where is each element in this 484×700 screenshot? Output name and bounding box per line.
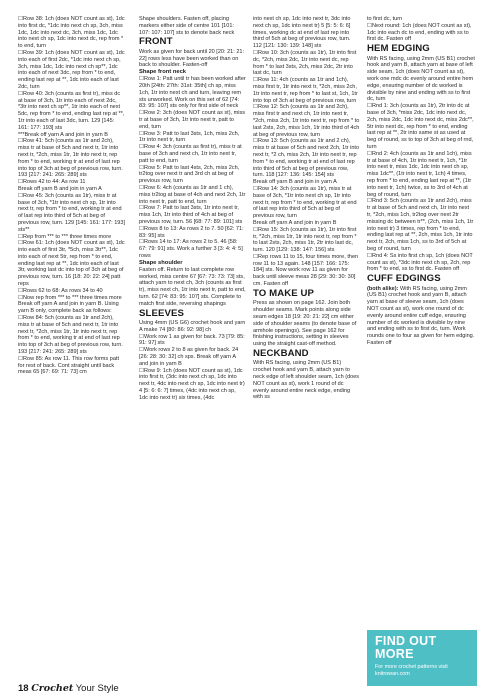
shape-shoulder-text: Fasten off. Return to last complete row worked, miss centre 67 [67: 73: 73: 73] sts, attach yarn to next ch, 3ch (counts as first tr), miss next ch, 1tr into next tr, patt to end, turn. 62 [74: 83: 95: 107] sts. Complete to match first side, reversing shapings (139, 266, 246, 307)
pattern-row-9: ☐ Row 61: 1ch (does NOT count as st), 1dc into each of first 3tr, *5ch, miss 3tr**, 1dc into each of next 5tr, rep from * to end, ending last rep at **, 1dc into each of last 3tr, working last dc into top of 3ch at beg of previous row, turn. 16 [18: 20: 22: 24] patt reps (18, 240, 125, 288)
pattern-row-14: ☐ Row 85: As row 11. This row forms patt for rest of back. Cont straight until back meas 65 [67: 69: 71: 73] cm (18, 356, 125, 376)
pattern-row-4: ☐ Row 41: 5ch (counts as 1tr and 2ch), miss tr at base of 5ch and next tr, 1tr into next tr, *2ch, miss 1tr, 1tr into next tr, rep from * to end, working tr at end of last rep into top of 3ch at beg of previous row, turn. 193 [217: 241: 265: 289] sts (18, 138, 125, 179)
pattern-row-13: ☐ Row 84: 5ch (counts as 1tr and 2ch), miss tr at base of 5ch and next tr, 1tr into next tr, *2ch, miss 1tr, 1tr into next tr, rep from * to end, working tr at end of last rep into top of 3ch at beg of previous row, turn. 193 [217: 241: 265: 289] sts (18, 315, 125, 356)
sleeve-cont-row-8: ☐ Row 15: 3ch (counts as 1tr), 1tr into first tr, *2ch, miss 1tr, 1tr into next tr, rep from * to last 2sts, 2ch, miss 1tr, 2tr into last dc, turn. 120 [129: 138: 147: 156] sts (253, 227, 360, 254)
pattern-row-5: ☐ Rows 42 to 44: As row 11 (18, 179, 125, 186)
shape-shoulder-heading: Shape shoulder (139, 259, 183, 266)
hem-row-2: ☐ Rnd 3: 5ch (counts as 1tr and 2ch), miss tr at base of 5ch and next ch, 1tr into next tr, *2ch, miss 1ch, tr2tog over next 2tr missing dc between tr**, (2ch, miss 1ch, 1tr into next tr) 3 times, rep from * to end, ending last rep at **, 2ch, miss 1ch, 1tr into next tr, 2ch, miss 1ch, ss to 3rd of 5ch at beg of round, turn (367, 198, 475, 252)
cuff-edgings-body: With RS facing, using 2mm (US B1) crochet hook and yarn B, attach yarn at base of sleeve seam, 1ch (does NOT count as st), work one round of dc evenly around entire cuff edge, ensuring number of dc worked is divisible by nine and ending with ss to first dc, turn. Work rounds one to four as given for hem edging. Fasten off (367, 285, 475, 347)
hem-edging-heading: HEM EDGING (367, 43, 430, 55)
pattern-row-12: Break off yarn A and join in yarn B. Using yarn B only, complete back as follows: (18, 301, 119, 315)
neckband-text: With RS facing, using 2mm (US B1) crochet hook and yarn B, attach yarn to neck edge of left shoulder seam, 1ch (does NOT count as st), work 1 round of dc evenly around entire neck edge, ending with ss (253, 360, 360, 401)
shape-shoulders-intro: Shape shoulders. Fasten off, placing markers either side of centre 101 [101: 107: 107: 107] sts to denote back neck (139, 16, 235, 36)
sleeves-heading: SLEEVES (139, 307, 184, 319)
hem-row-0: ☐ Rnd 1: 3ch (counts as 1tr), 2tr into dc at base of 3ch, *miss 2dc, 1dc into next dc, 2ch, miss 2dc, 1dc into next dc, miss 2dc**, 5tr into next dc, rep from * to end, ending last rep at **, 2tr into same st as used at beg of round, ss to top of 3ch at beg of rnd, turn (367, 103, 475, 151)
sleeve-cont-row-9: ☐ Rep rows 11 to 15, four times more, then row 11 to 13 again. 148 [157: 166: 175: 184] sts. Now work row 11 as given for back until sleeve meas 28 [29: 30: 30: 30] cm. Fasten off (253, 254, 360, 288)
front-neck-row-2: ☐ Row 3: Patt to last 3sts, 1ch, miss 2ch, 1tr into next tr, turn (139, 131, 246, 145)
front-neck-row-6: ☐ Row 7: Patt to last 3sts, 1tr into next tr, miss 1ch, 1tr into third of 4ch at beg of previous row, turn. 56 [68: 77: 89: 101] sts (139, 205, 246, 225)
front-neck-rows (139, 76, 246, 260)
pattern-row-7: ☐ Row 45: 3ch (counts as 1tr), miss tr at base of 3ch, *1tr into next ch sp, 1tr into next tr, rep from * to end, working tr at end of last rep into third of 5ch at beg of previous row, turn. 129 [145: 161: 177: 193] sts** (18, 193, 125, 234)
sleeve-cont-row-3: ☐ Row 12: 5ch (counts as 1tr and 2ch), miss first tr and next ch, 1tr into next tr, *2ch, miss 2ch, 1tr into next tr, rep from * to last 2sts, 2ch, miss 1ch, 1tr into third of 4ch at beg of previous row, turn (253, 104, 360, 138)
sleeve-cont-row-0: into next ch sp, 1dc into next tr, 3dc into next ch sp, 1dc into next tr) 5 [5: 5: 6: 6] times, working dc at end of last rep into third of 5ch at beg of previous row, turn. 112 [121: 130: 139: 148] sts (253, 16, 351, 50)
pattern-row-0: ☐ Row 38: 1ch (does NOT count as st), 1dc into first dc, *1dc into next ch sp, 3ch, miss 1dc, 1dc into next dc, 3ch, miss 1dc, 1dc into next ch sp, 1dc into next dc, rep from * to end, turn (18, 16, 125, 50)
find-out-more-box[interactable] (367, 630, 477, 686)
sleeve-continued-rows (253, 16, 360, 288)
page-footer (18, 683, 119, 694)
promo-title-line2: MORE (375, 646, 414, 661)
front-neck-row-1: ☐ Row 2: 3ch (does NOT count as st), miss tr at base of 3ch, 1tr into next tr, patt to end, turn (139, 110, 246, 130)
hem-row-1: ☐ Rnd 2: 4ch (counts as 1tr and 1ch), miss tr at base of 4ch, 1tr into next tr, 1ch, *1tr into next tr, miss 1dc, 1dc into next ch sp, miss 1dc**, (1tr into next tr, 1ch) 4 times, rep from * to end, ending last rep at **, (1tr into next tr, 1ch) twice, ss to 3rd of 4ch at beg of round, turn (367, 151, 475, 199)
sleeve-cont-row-7: Break off yarn A and join in yarn B (253, 219, 337, 226)
column-3 (253, 16, 360, 401)
sleeves-text: Using 4mm (US G6) crochet hook and yarn A make 74 [80: 86: 92: 98] ch (139, 320, 246, 333)
neckband-continued: to first dc, turn (367, 16, 403, 22)
neckband-heading: NECKBAND (253, 347, 309, 359)
front-neck-row-3: ☐ Row 4: 3ch (counts as first tr), miss tr at base of 3ch and next ch, 1tr into next tr, patt to end, turn (139, 144, 246, 164)
cuff-edgings-text (367, 286, 475, 347)
hem-row-3: ☐ Rnd 4: Ss into first ch sp, 1ch (does NOT count as st), *3dc into next ch sp, 2ch, rep from * to end, ss to first dc. Fasten off (367, 253, 475, 273)
pattern-row-10: ☐ Rows 62 to 68: As rows 34 to 40 (18, 288, 125, 295)
front-heading: FRONT (139, 36, 173, 48)
promo-title-line1: FIND OUT (375, 634, 437, 648)
pattern-row-8: ☐ Rep from *** to *** three times more (18, 234, 125, 241)
sleeve-cont-row-2: ☐ Row 11: 4ch (counts as 1tr and 1ch), miss first tr, 1tr into next tr, *2ch, miss 2ch, 1tr into next tr, rep from * to last st, 1ch, 1tr into top of 3ch at beg of previous row, turn (253, 77, 360, 104)
front-neck-row-8: ☐ Rows 14 to 17: As rows 2 to 5. 46 [58: 67: 79: 91] sts. Work a further 3 [3: 4: 4: 5] rows (139, 239, 246, 259)
cuff-edgings-heading: CUFF EDGINGS (367, 273, 441, 285)
pattern-row-2: ☐ Row 40: 3ch (counts as first tr), miss dc at base of 3ch, 1tr into each of next 2dc, *3tr into next ch sp**, 1tr into each of next 5dc, rep from * to end, ending last rep at **, 1tr into each of last 3dc, turn. 129 [145: 161: 177: 193] sts (18, 91, 125, 132)
column-4 (367, 16, 475, 347)
sleeve-cont-row-4: ☐ Row 13: 5ch (counts as 1tr and 2 ch), miss tr at base of 5ch and next 2ch, 1tr into next tr, *2 ch, miss 2ch, 1tr into next tr, rep from * to end, working tr at end of last rep into third of 5ch at beg of previous row, turn. 118 [127: 136: 145: 154] sts (253, 138, 360, 179)
sleeve-cont-row-6: ☐ Row 14: 3ch (counts as 1tr), miss tr at base of 3ch, *1tr into next ch sp, 1tr into next tr, rep from * to end, working tr at end of last rep into third of 5ch at beg of previous row, turn (253, 186, 360, 220)
front-text: Work as given for back until 20 [20: 21: 21: 22] rows less have been worked than on back to shoulder. Fasten-off (139, 48, 245, 69)
magazine-name: Crochet (31, 683, 74, 694)
section-name: Your Style (75, 683, 119, 694)
to-make-up-text: Press as shown on page 162. Join both shoulder seams. Mark points along side seam edges 18 [19: 20: 21: 22] cm either side of shoulder seams (to denote base of armhole openings). See page 162 for finishing instructions, setting in sleeves using the straight cast-off method. (253, 300, 357, 348)
sleeve-cont-row-5: Break off yarn B and join in yarn A (253, 179, 337, 186)
pattern-row-3: ***Break off yarn A and join in yarn B (18, 131, 108, 138)
sleeve-cont-row-1: ☐ Row 10: 3ch (counts as 1tr), 1tr into first dc, *2ch, miss 2dc, 1tr into next dc, rep from * to last 3sts, 2ch, miss 2dc, 2tr into last dc, turn (253, 50, 360, 77)
hem-edging-rows (367, 103, 475, 273)
sleeve-row-1: ☐ Work rows 2 to 8 as given for back. 24 [26: 28: 30: 32] ch sps. Break off yarn A and join in yarn B (139, 347, 246, 367)
to-make-up-heading: TO MAKE UP (253, 287, 315, 299)
column-1 (18, 16, 125, 376)
col1-rows (18, 16, 125, 376)
front-neck-row-0: ☐ Row 1: Patt until tr has been worked after 20th [24th: 27th: 31st: 35th] ch sp, miss 1ch, 1tr into next ch and turn, leaving rem sts unworked. Work on this set of 62 [74: 83: 95: 107] sts only for first side of neck (139, 76, 246, 110)
pattern-row-1: ☐ Row 39: 1ch (does NOT count as st), 1dc into each of first 2dc, *1dc into next ch sp, 3ch, miss 1dc, 1dc into next ch sp**, 1dc into each of next 3dc, rep from * to end, ending last rep at **, 1dc into each of last 2dc, turn (18, 50, 125, 91)
pattern-row-6: Break off yarn B and join in yarn A (18, 185, 102, 192)
promo-text: For more crochet patterns visit knitrowan.com (375, 664, 448, 677)
front-neck-row-5: ☐ Row 6: 4ch (counts as 1tr and 1 ch), miss tr2tog at base of 4ch and next 2ch, 1tr into next tr, patt to end, turn (139, 185, 246, 205)
column-2 (139, 16, 246, 402)
neckband-row-0: ☐ Next round: 1ch (does NOT count as st), 1dc into each dc to end, ending with ss to first dc. Fasten off (367, 23, 475, 43)
page-number: 18 (18, 683, 29, 694)
pattern-row-11: ☐ Now rep from *** to *** three times more (18, 295, 125, 302)
sleeve-row-0: ☐ Work row 1 as given for back. 73 [79: 85: 91: 97] sts (139, 334, 246, 348)
cuff-both-alike: (both alike): (367, 285, 399, 292)
sleeves-rows (139, 334, 246, 402)
hem-edging-text: With RS facing, using 2mm (US B1) crochet hook and yarn B, attach yarn at base of left side seam, 1ch (does NOT count as st), work one mdc dc evenly around entire hem edge, ensuring number of dc worked is divisible by nine and ending with ss to first dc, turn (367, 55, 475, 103)
neckband-rows (367, 23, 475, 43)
sleeve-row-2: ☐ Row 9: 1ch (does NOT count as st), 1dc into first tr, (3dc into next ch sp, 1dc into next tr, 4dc into next ch sp, 1dc into next tr) 4 [5: 6: 6: 7] times, (4dc into next ch sp, 1dc into next tr) six times, (4dc (139, 368, 246, 402)
front-neck-row-4: ☐ Row 5: Patt to last 4sts, 2ch, miss 2ch, tr2tog over next tr and 3rd ch at beg of previous row, turn (139, 165, 246, 185)
front-neck-row-7: ☐ Rows 8 to 13: As rows 2 to 7. 50 [62: 71: 83: 95] sts (139, 226, 246, 240)
shape-front-neck-heading: Shape front neck (139, 69, 187, 76)
